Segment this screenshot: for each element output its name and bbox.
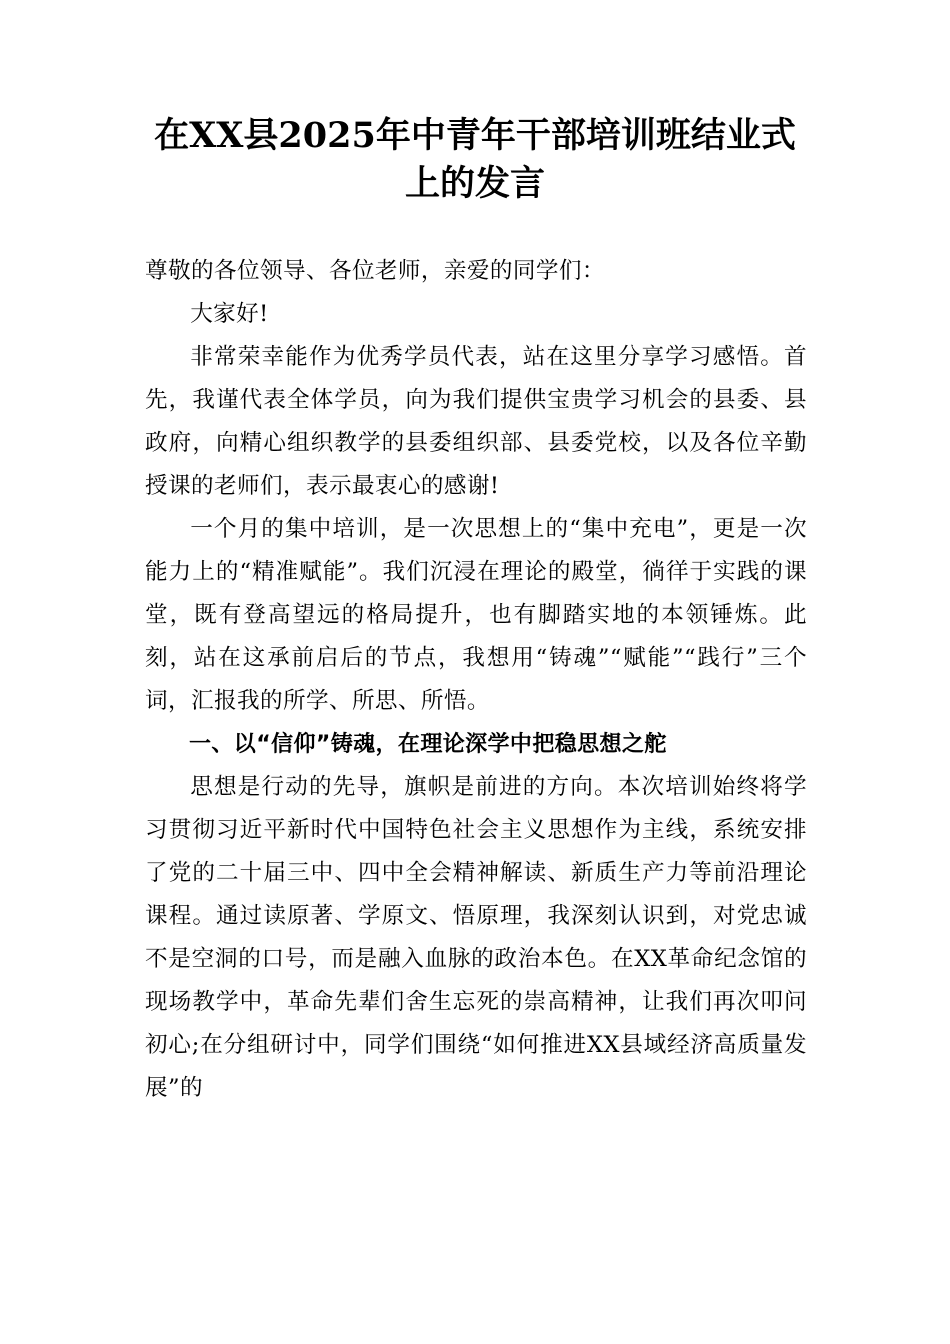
greeting: 大家好! [190, 301, 269, 327]
document-body [145, 250, 807, 1110]
section-heading: 一、以“信仰”铸魂，在理论深学中把稳思想之舵 [189, 732, 667, 757]
paragraph: 一个月的集中培训，是一次思想上的“集中充电”，更是一次能力上的“精准赋能”。我们沉浸在理论的殿堂，徜徉于实践的课堂，既有登高望远的格局提升，也有脚踏实地的本领锤炼。此刻，站在这承前启后的节点，我想用“铸魂”“赋能”“践行”三个词，汇报我的所学、所思、所悟。 [145, 516, 807, 714]
document-title: 在XX县2025年中青年干部培训班结业式上的发言 [154, 115, 796, 204]
paragraph: 非常荣幸能作为优秀学员代表，站在这里分享学习感悟。首先，我谨代表全体学员，向为我们提供宝贵学习机会的县委、县政府，向精心组织教学的县委组织部、县委党校，以及各位辛勤授课的老师们，表示最衷心的感谢! [145, 344, 807, 499]
salutation: 尊敬的各位领导、各位老师，亲爱的同学们： [145, 258, 605, 284]
paragraph: 思想是行动的先导，旗帜是前进的方向。本次培训始终将学习贯彻习近平新时代中国特色社会主义思想作为主线，系统安排了党的二十届三中、四中全会精神解读、新质生产力等前沿理论课程。通过读原著、学原文、悟原理，我深刻认识到，对党忠诚不是空洞的口号，而是融入血脉的政治本色。在XX革命纪念馆的现场教学中，革命先辈们舍生忘死的崇高精神，让我们再次叩问初心;在分组研讨中，同学们围绕“如何推进XX县域经济高质量发展”的 [145, 774, 807, 1101]
